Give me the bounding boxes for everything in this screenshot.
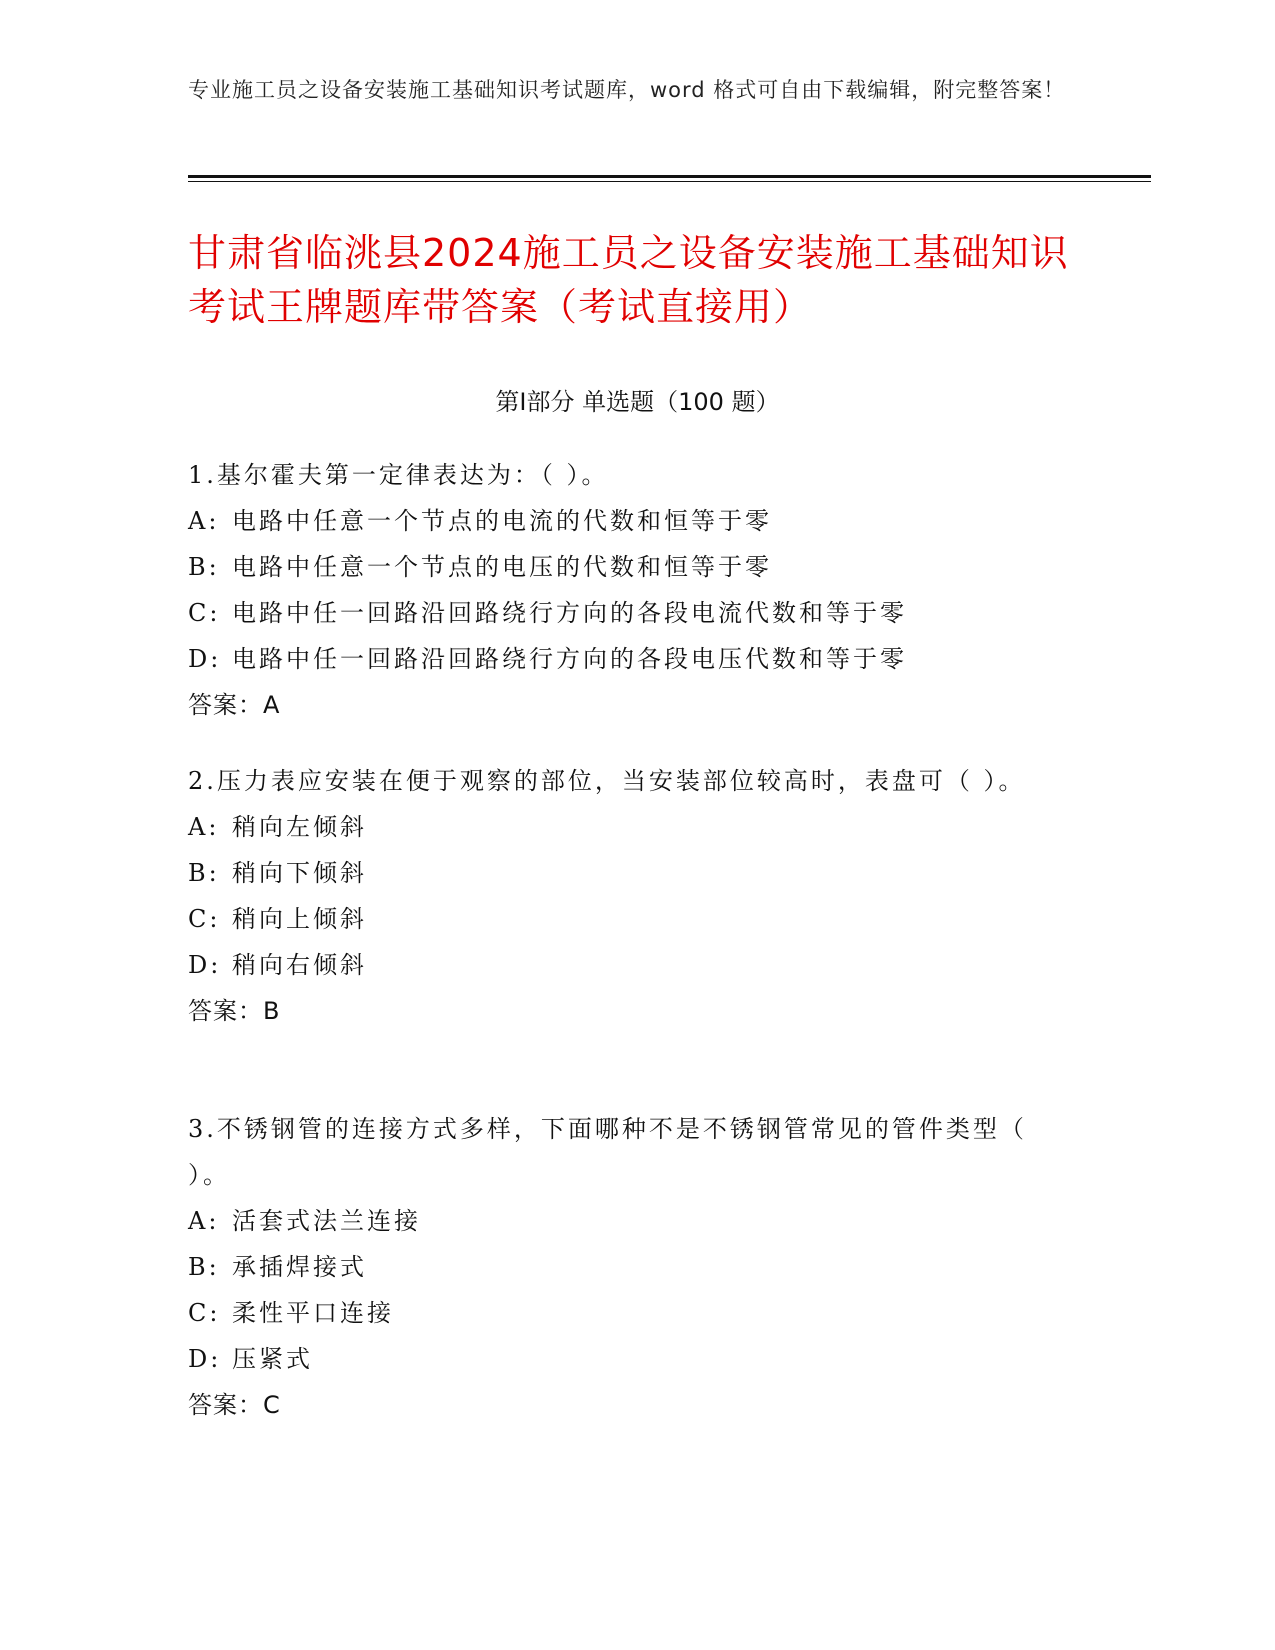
option-text: 稍向上倾斜 (232, 905, 367, 933)
answer-line: 答案：B (188, 997, 281, 1025)
option-letter: C: (188, 905, 221, 933)
option-d (188, 942, 1068, 988)
answer-line: 答案：A (188, 691, 281, 719)
option-letter: D: (188, 645, 222, 673)
question-3 (188, 1106, 1068, 1428)
option-letter: B: (188, 859, 220, 887)
option-text: 稍向右倾斜 (232, 951, 367, 979)
header-divider-thin (188, 181, 1151, 182)
option-text: 压紧式 (232, 1345, 313, 1373)
option-text: 电路中任意一个节点的电流的代数和恒等于零 (232, 507, 772, 535)
option-text: 稍向左倾斜 (232, 813, 367, 841)
option-c (188, 1290, 1068, 1336)
document-title: 甘肃省临洮县2024施工员之设备安装施工基础知识考试王牌题库带答案（考试直接用） (188, 231, 1069, 329)
option-d (188, 636, 1068, 682)
option-b (188, 544, 1068, 590)
option-letter: D: (188, 1345, 222, 1373)
option-letter: A: (188, 1207, 220, 1235)
question-stem: 1.基尔霍夫第一定律表达为：（ ）。 (188, 461, 609, 489)
option-d (188, 1336, 1068, 1382)
option-letter: C: (188, 599, 221, 627)
option-letter: C: (188, 1299, 221, 1327)
option-letter: B: (188, 553, 220, 581)
option-letter: A: (188, 507, 220, 535)
option-c (188, 590, 1068, 636)
option-letter: D: (188, 951, 222, 979)
option-a (188, 498, 1068, 544)
option-a (188, 1198, 1068, 1244)
option-text: 活套式法兰连接 (232, 1207, 421, 1235)
question-stem: 2.压力表应安装在便于观察的部位，当安装部位较高时，表盘可（ ）。 (188, 767, 1026, 795)
option-text: 承插焊接式 (232, 1253, 367, 1281)
option-text: 电路中任一回路沿回路绕行方向的各段电流代数和等于零 (232, 599, 907, 627)
option-text: 电路中任一回路沿回路绕行方向的各段电压代数和等于零 (232, 645, 907, 673)
section-heading: 第Ⅰ部分 单选题（100 题） (495, 388, 780, 416)
option-c (188, 896, 1068, 942)
question-stem: 3.不锈钢管的连接方式多样，下面哪种不是不锈钢管常见的管件类型（ ）。 (188, 1115, 1027, 1189)
option-letter: A: (188, 813, 220, 841)
option-text: 稍向下倾斜 (232, 859, 367, 887)
question-1 (188, 452, 1068, 728)
option-b (188, 850, 1068, 896)
option-text: 电路中任意一个节点的电压的代数和恒等于零 (232, 553, 772, 581)
option-b (188, 1244, 1068, 1290)
answer-line: 答案：C (188, 1391, 281, 1419)
option-text: 柔性平口连接 (232, 1299, 394, 1327)
option-letter: B: (188, 1253, 220, 1281)
header-note: 专业施工员之设备安装施工基础知识考试题库，word 格式可自由下载编辑，附完整答案！ (188, 78, 1066, 102)
option-a (188, 804, 1068, 850)
header-divider-thick (188, 175, 1151, 178)
question-2 (188, 758, 1068, 1034)
